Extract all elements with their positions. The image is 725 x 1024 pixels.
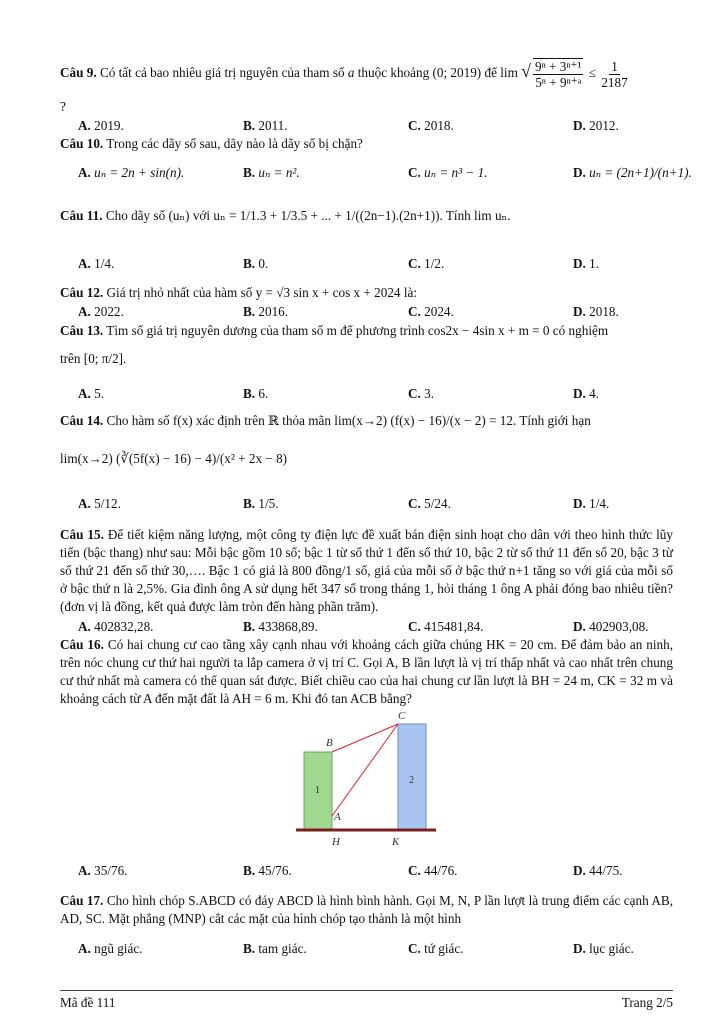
q17-options (78, 940, 673, 958)
q9-option-c[interactable]: C. 2018. (408, 118, 454, 133)
q12-option-d[interactable]: D. 2018. (573, 304, 619, 319)
label-b: B (326, 737, 333, 749)
label-c: C (398, 710, 406, 722)
q11-options (78, 255, 673, 273)
q15-stem: Câu 15. Để tiết kiệm năng lượng, một công ty điện lực đề xuất bán điện sinh hoạt cho dân với theo hình thức lũy tiến (bậc thang) như sau: Mỗi bậc gồm 10 số; bậc 1 từ số thứ 1 đến số thứ 10, bậc 2 từ số thứ 11 đến số 20, bậc 3 từ số thứ 21 đến số thứ 30,…. Bậc 1 có giá là 800 đồng/1 số, giá của mỗi số ở bậc thứ n+1 tăng so với giá của mỗi số ở bậc thứ n là 2,5%. Gia đình ông A sử dụng hết 347 số trong tháng 1, hỏi tháng 1 ông A phải đóng bao nhiêu tiền? (đơn vị là đồng, kết quả được làm tròn đến hàng phần trăm). (60, 527, 673, 614)
q17-option-b[interactable]: B. tam giác. (243, 941, 307, 956)
q11-option-a[interactable]: A. 1/4. (78, 256, 115, 271)
q15-option-d[interactable]: D. 402903,08. (573, 619, 649, 634)
q16-options (78, 862, 673, 880)
page-number: Trang 2/5 (621, 995, 673, 1010)
q14-option-b[interactable]: B. 1/5. (243, 496, 279, 511)
q16-option-c[interactable]: C. 44/76. (408, 863, 458, 878)
q12-option-b[interactable]: B. 2016. (243, 304, 289, 319)
q13-option-c[interactable]: C. 3. (408, 386, 435, 401)
q13-options (78, 385, 673, 403)
q9-option-d[interactable]: D. 2012. (573, 118, 619, 133)
q9-tail: ? (60, 99, 66, 114)
q11-stem: Câu 11. Cho dãy số (uₙ) với uₙ = 1/1.3 + 1/3.5 + ... + 1/((2n−1).(2n+1)). Tính lim uₙ. (60, 208, 511, 223)
q13-stem: Câu 13. Tìm số giá trị nguyên dương của tham số m để phương trình cos2x − 4sin x + m = 0 có nghiệm (60, 323, 609, 338)
q14-option-d[interactable]: D. 1/4. (573, 496, 610, 511)
q17-option-d[interactable]: D. lục giác. (573, 941, 634, 956)
q16-option-d[interactable]: D. 44/75. (573, 863, 623, 878)
q12-option-c[interactable]: C. 2024. (408, 304, 454, 319)
q11-option-c[interactable]: C. 1/2. (408, 256, 445, 271)
q14-option-c[interactable]: C. 5/24. (408, 496, 451, 511)
q17-option-c[interactable]: C. tứ giác. (408, 941, 464, 956)
q11-option-d[interactable]: D. 1. (573, 256, 600, 271)
building-1-label: 1 (315, 785, 320, 796)
q12-options (78, 303, 673, 321)
q13-option-a[interactable]: A. 5. (78, 386, 105, 401)
q9-option-b[interactable]: B. 2011. (243, 118, 288, 133)
q16-option-b[interactable]: B. 45/76. (243, 863, 292, 878)
q12-stem: Câu 12. Giá trị nhỏ nhất của hàm số y = √3 sin x + cos x + 2024 là: (60, 285, 418, 300)
q9-option-a[interactable]: A. 2019. (78, 118, 124, 133)
q14-options (78, 495, 673, 513)
q10-stem: Câu 10. Trong các dãy số sau, dãy nào là dãy số bị chặn? (60, 136, 363, 151)
q12-option-a[interactable]: A. 2022. (78, 304, 124, 319)
q11-option-b[interactable]: B. 0. (243, 256, 269, 271)
label-h: H (332, 836, 340, 848)
q13-stem-2: trên [0; π/2]. (60, 351, 127, 366)
q10-option-d[interactable]: D. uₙ = (2n+1)/(n+1). (573, 165, 692, 180)
q15-option-a[interactable]: A. 402832,28. (78, 619, 154, 634)
q10-option-b[interactable]: B. uₙ = n². (243, 165, 300, 180)
q10-options (78, 164, 692, 182)
label-a: A (334, 811, 341, 823)
q16-option-a[interactable]: A. 35/76. (78, 863, 128, 878)
q9-options (78, 117, 673, 135)
q13-option-b[interactable]: B. 6. (243, 386, 269, 401)
page-footer (60, 990, 673, 1011)
q15-options (78, 618, 673, 636)
exam-code: Mã đề 111 (60, 995, 116, 1010)
q9-stem: Câu 9. Có tất cả bao nhiêu giá trị nguyên của tham số a thuộc khoảng (0; 2019) để lim √ $\frac{\text{9ⁿ + 3ⁿ⁺¹}}{\text{5ⁿ + 9ⁿ⁺ᵃ}}$ ≤ $\frac{1}{2187}$ (60, 58, 628, 90)
label-k: K (392, 836, 400, 848)
building-2-label: 2 (409, 775, 414, 786)
q16-stem: Câu 16. Có hai chung cư cao tầng xây cạnh nhau với khoảng cách giữa chúng HK = 20 cm. Để đảm bảo an ninh, trên nóc chung cư thứ hai người ta lắp camera ở vị trí C. Gọi A, B lần lượt là vị trí thấp nhất và cao nhất trên chung cư thứ nhất mà camera có thể quan sát được. Biết chiều cao của hai chung cư lần lượt là BH = 24 m, CK = 32 m và khoảng cách từ A đến mặt đất là AH = 6 m. Khi đó tan ACB bằng? (60, 637, 674, 706)
q14-stem: Câu 14. Cho hàm số f(x) xác định trên ℝ thỏa mãn lim(x→2) (f(x) − 16)/(x − 2) = 12. Tính giới hạn (60, 413, 591, 428)
q17-option-a[interactable]: A. ngũ giác. (78, 941, 143, 956)
q10-option-c[interactable]: C. uₙ = n³ − 1. (408, 165, 488, 180)
q9-label: Câu 9. (60, 65, 97, 81)
q14-stem-2: lim(x→2) (∛(5f(x) − 16) − 4)/(x² + 2x − 8) (60, 451, 288, 466)
q14-option-a[interactable]: A. 5/12. (78, 496, 121, 511)
q15-option-c[interactable]: C. 415481,84. (408, 619, 484, 634)
building-figure (290, 708, 440, 850)
q17-stem: Câu 17. Cho hình chóp S.ABCD có đáy ABCD là hình bình hành. Gọi M, N, P lần lượt là trung điểm các cạnh AB, AD, SC. Mặt phẳng (MNP) cắt các mặt của hình chóp tạo thành là một hình (60, 893, 674, 926)
q13-option-d[interactable]: D. 4. (573, 386, 600, 401)
q10-option-a[interactable]: A. uₙ = 2n + sin(n). (78, 165, 185, 180)
q15-option-b[interactable]: B. 433868,89. (243, 619, 318, 634)
